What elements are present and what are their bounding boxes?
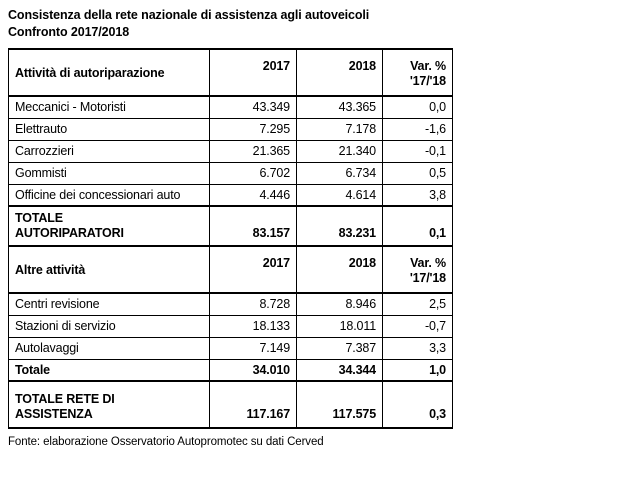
row-value-2017: 8.728: [210, 293, 297, 315]
row-label: Autolavaggi: [9, 337, 210, 359]
row-value-variation: 0,5: [383, 162, 453, 184]
section-one-total-2018: 83.231: [297, 206, 383, 246]
row-value-2017: 21.365: [210, 140, 297, 162]
row-label: Elettrauto: [9, 118, 210, 140]
section-two-header-label: Altre attività: [9, 246, 210, 293]
source-note: Fonte: elaborazione Osservatorio Autopromotec su dati Cerved: [8, 436, 324, 448]
table-row: [9, 118, 453, 140]
section-two-total-row: [9, 359, 453, 381]
section-one-total-variation: 0,1: [383, 206, 453, 246]
row-value-variation: 0,0: [383, 96, 453, 118]
section-two-header-variation-line-2: '17/'18: [409, 271, 446, 285]
table-row: [9, 315, 453, 337]
grand-total-label-line-2: ASSISTENZA: [15, 407, 93, 421]
grand-total-label-line-1: TOTALE RETE DI: [15, 392, 115, 406]
table-row: [9, 293, 453, 315]
page-title-line-1: Consistenza della rete nazionale di assistenza agli autoveicoli: [8, 8, 370, 22]
section-two-header-year-2017: 2017: [210, 246, 297, 293]
row-label: Meccanici - Motoristi: [9, 96, 210, 118]
row-value-2017: 4.446: [210, 184, 297, 206]
section-two-total-2018: 34.344: [297, 359, 383, 381]
row-label: Carrozzieri: [9, 140, 210, 162]
section-two-header-variation-line-1: Var. %: [410, 256, 446, 270]
row-value-variation: -1,6: [383, 118, 453, 140]
row-value-2017: 6.702: [210, 162, 297, 184]
grand-total-2017: 117.167: [210, 381, 297, 428]
row-value-2018: 7.387: [297, 337, 383, 359]
row-value-variation: 3,8: [383, 184, 453, 206]
section-one-header-row: [9, 49, 453, 96]
row-label: Centri revisione: [9, 293, 210, 315]
grand-total-label: [9, 381, 210, 428]
row-value-2017: 18.133: [210, 315, 297, 337]
row-value-2018: 7.178: [297, 118, 383, 140]
section-one-total-label: [9, 206, 210, 246]
grand-total-row: [9, 381, 453, 428]
grand-total-2018: 117.575: [297, 381, 383, 428]
row-label: Gommisti: [9, 162, 210, 184]
section-one-header-year-2017: 2017: [210, 49, 297, 96]
row-value-2017: 7.295: [210, 118, 297, 140]
row-value-2017: 7.149: [210, 337, 297, 359]
row-value-variation: 3,3: [383, 337, 453, 359]
page-title-line-2: Confronto 2017/2018: [8, 25, 130, 39]
page-title: [8, 7, 640, 41]
row-value-2018: 43.365: [297, 96, 383, 118]
table-row: [9, 162, 453, 184]
section-two-total-variation: 1,0: [383, 359, 453, 381]
section-one-header-year-2018: 2018: [297, 49, 383, 96]
section-two-total-label: Totale: [9, 359, 210, 381]
section-two-header-year-2018: 2018: [297, 246, 383, 293]
assistance-network-table: [8, 48, 453, 429]
row-value-2017: 43.349: [210, 96, 297, 118]
section-two-header-row: [9, 246, 453, 293]
section-one-total-row: [9, 206, 453, 246]
table-row: [9, 140, 453, 162]
row-label: Officine dei concessionari auto: [9, 184, 210, 206]
section-one-total-label-line-1: TOTALE: [15, 211, 63, 225]
section-one-total-label-line-2: AUTORIPARATORI: [15, 226, 124, 240]
row-value-variation: 2,5: [383, 293, 453, 315]
row-value-variation: -0,7: [383, 315, 453, 337]
section-one-header-variation-line-2: '17/'18: [409, 74, 446, 88]
section-two-total-2017: 34.010: [210, 359, 297, 381]
row-value-2018: 21.340: [297, 140, 383, 162]
section-one-total-2017: 83.157: [210, 206, 297, 246]
section-two-header-variation: [383, 246, 453, 293]
row-value-2018: 18.011: [297, 315, 383, 337]
row-label: Stazioni di servizio: [9, 315, 210, 337]
section-one-header-variation-line-1: Var. %: [410, 59, 446, 73]
table-row: [9, 96, 453, 118]
grand-total-variation: 0,3: [383, 381, 453, 428]
row-value-2018: 4.614: [297, 184, 383, 206]
section-one-header-label: Attività di autoriparazione: [9, 49, 210, 96]
row-value-2018: 8.946: [297, 293, 383, 315]
table-row: [9, 184, 453, 206]
table-row: [9, 337, 453, 359]
row-value-2018: 6.734: [297, 162, 383, 184]
section-one-header-variation: [383, 49, 453, 96]
row-value-variation: -0,1: [383, 140, 453, 162]
